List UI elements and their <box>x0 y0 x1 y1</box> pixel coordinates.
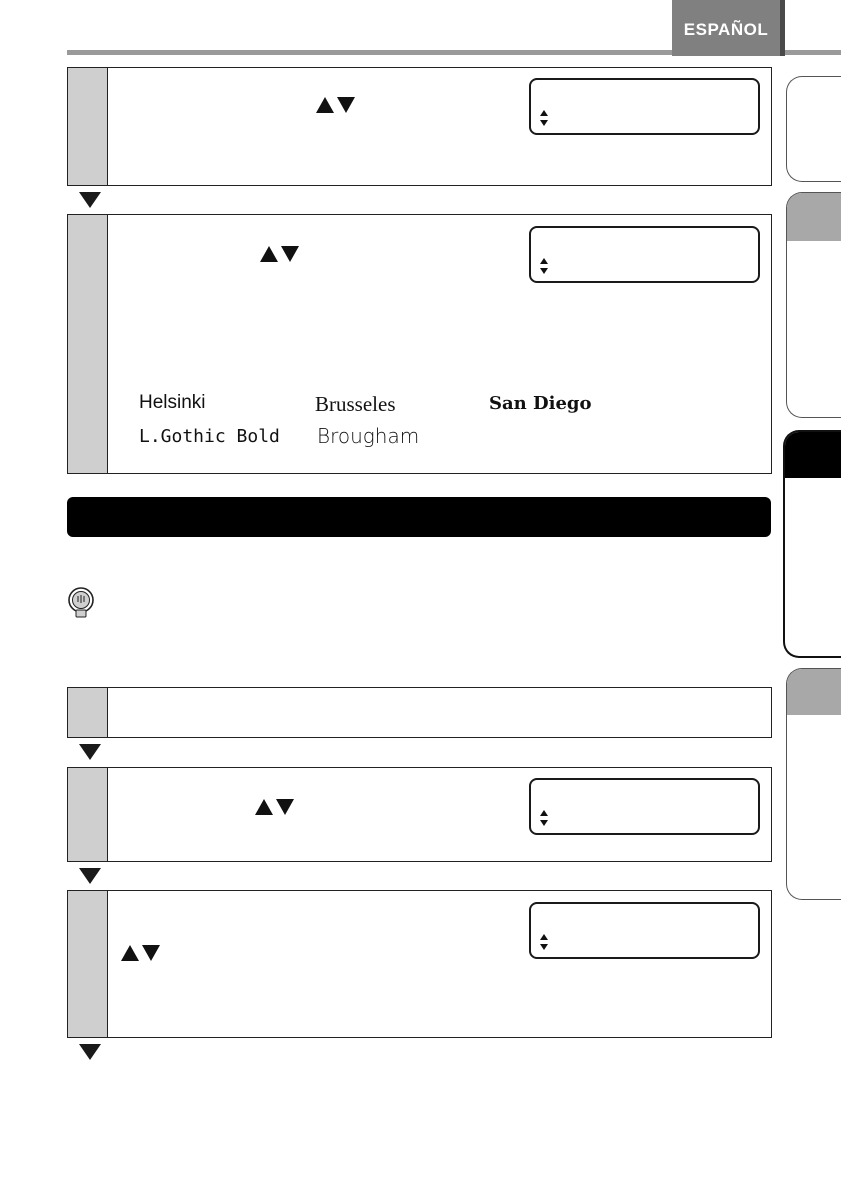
lightbulb-icon <box>66 586 96 620</box>
up-down-triangle-icon <box>254 798 294 816</box>
lcd-display-2 <box>529 226 760 283</box>
side-tab-4-header <box>787 669 841 715</box>
down-arrow-icon <box>79 868 101 884</box>
up-down-triangle-icon <box>315 96 355 114</box>
side-tab-3-header <box>785 432 841 478</box>
side-tab-2-header <box>787 193 841 241</box>
step-number-stripe <box>68 215 108 473</box>
side-tab-1[interactable] <box>786 76 841 182</box>
side-tab-3-active[interactable] <box>783 430 841 658</box>
font-sample-lgothic-bold: L.Gothic Bold <box>139 426 280 447</box>
font-sample-san-diego: San Diego <box>489 393 592 414</box>
scroll-arrows-icon <box>539 810 549 826</box>
font-sample-brusseles: Brusseles <box>315 392 396 416</box>
up-down-triangle-icon <box>259 245 299 263</box>
font-sample-brougham: Brougham <box>317 424 420 448</box>
step-box-3 <box>67 687 772 738</box>
section-heading-bar <box>67 497 771 537</box>
lcd-display-4 <box>529 902 760 959</box>
down-arrow-icon <box>79 192 101 208</box>
font-sample-helsinki: Helsinki <box>139 392 206 413</box>
up-down-triangle-icon <box>120 944 160 962</box>
scroll-arrows-icon <box>539 258 549 274</box>
lcd-display-3 <box>529 778 760 835</box>
scroll-arrows-icon <box>539 110 549 126</box>
down-arrow-icon <box>79 744 101 760</box>
side-tab-2[interactable] <box>786 192 841 418</box>
down-arrow-icon <box>79 1044 101 1060</box>
step-number-stripe <box>68 891 108 1037</box>
side-tab-4[interactable] <box>786 668 841 900</box>
step-number-stripe <box>68 688 108 737</box>
step-number-stripe <box>68 768 108 861</box>
language-tab-shadow <box>780 0 785 56</box>
language-tab[interactable]: ESPAÑOL <box>672 0 780 56</box>
step-number-stripe <box>68 68 108 185</box>
lcd-display-1 <box>529 78 760 135</box>
scroll-arrows-icon <box>539 934 549 950</box>
